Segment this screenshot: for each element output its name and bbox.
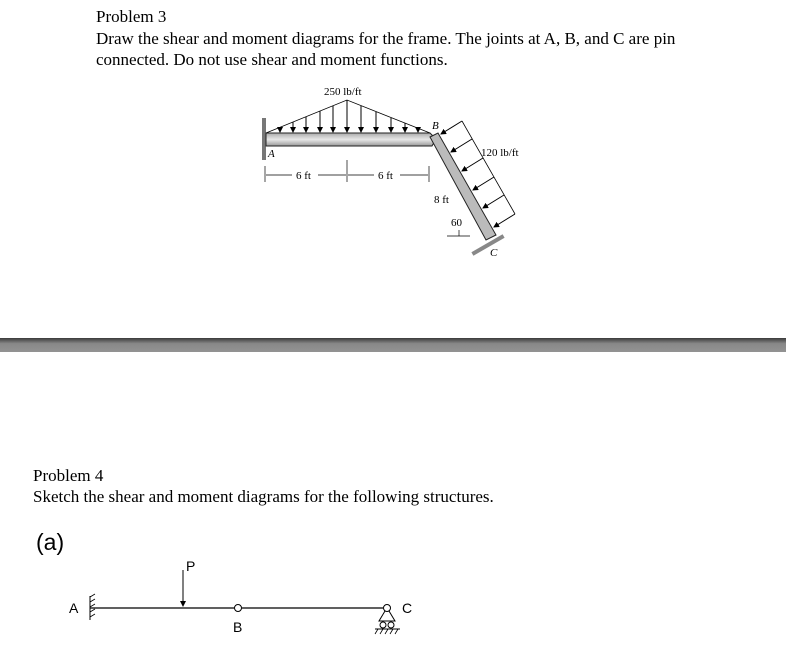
problem3-text-line2: connected. Do not use shear and moment functions. (96, 50, 448, 69)
part-a-label: (a) (36, 529, 65, 555)
load-label-120: 120 lb/ft (481, 147, 519, 159)
wall-support-a (262, 118, 266, 160)
problem3-text-line1: Draw the shear and moment diagrams for the frame. The joints at A, B, and C are pin (96, 29, 676, 48)
problem4-title: Problem 4 (33, 466, 104, 485)
p4-label-b: B (233, 619, 243, 635)
angle-label: 60 (451, 217, 462, 229)
page-separator (0, 338, 786, 352)
hinge-b (235, 605, 242, 612)
dim-label-incline: 8 ft (434, 194, 449, 206)
p4-label-a: A (69, 600, 79, 616)
p4-label-c: C (402, 600, 413, 616)
label-c: C (490, 247, 498, 259)
load-label-250: 250 lb/ft (324, 86, 362, 98)
roller-pin-c (384, 605, 391, 612)
p4-label-p: P (186, 558, 196, 574)
dim-label-2: 6 ft (378, 170, 393, 182)
dim-label-1: 6 ft (296, 170, 311, 182)
label-a: A (268, 148, 275, 160)
label-b: B (432, 120, 439, 132)
problem3-title: Problem 3 (96, 7, 167, 26)
triangular-load-arrows (280, 100, 418, 132)
beam-figure-a (90, 570, 400, 634)
problem4-text-line1: Sketch the shear and moment diagrams for the following structures. (33, 487, 494, 506)
beam-ab (266, 133, 436, 146)
